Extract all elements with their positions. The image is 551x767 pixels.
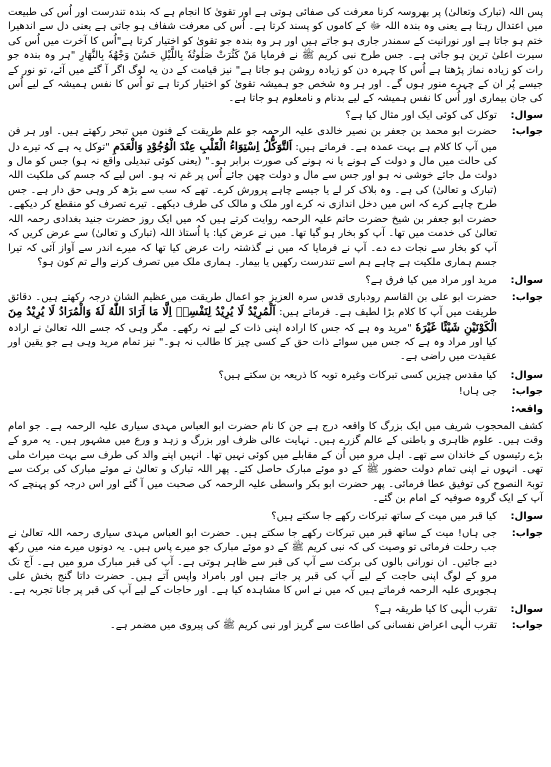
answer-3 (8, 385, 543, 399)
answer-text: تقرب الٰہی اعراض نفسانی کی اطاعت سے گریز اور نبی کریم ﷺ کی پیروی میں مضمر ہے۔ (109, 620, 497, 632)
answer-label: جواب: (511, 291, 543, 303)
answer-label: جواب: (511, 527, 543, 539)
question-text: توکل کی کوئی ایک اور مثال کیا ہے؟ (345, 109, 497, 121)
question-1 (8, 109, 543, 123)
question-text: مرید اور مراد میں کیا فرق ہے؟ (365, 275, 497, 287)
arabic-quote: اَلْمُرِيْدُ لَا يُرِيْدُ لِنَفْسِهٖ اِلَّا مَا اَرَادَ اللّٰهُ لَهٗ وَالْمُرَادُ لَا يُرِيْدُ مِنَ الْكَوْنَيْنِ شَيْئًا غَيْرَهٗ (8, 305, 497, 334)
answer-4 (8, 527, 543, 599)
question-text: کیا مقدس چیزیں کسی تبرکات وغیرہ توبہ کا ذریعہ بن سکتے ہیں؟ (218, 369, 497, 381)
question-4 (8, 510, 543, 524)
answer-2 (8, 291, 543, 365)
answer-label: جواب: (511, 620, 543, 632)
question-label: سوال: (510, 511, 543, 523)
arabic-quote: اَلتَّوَكُّلُ اِسْتِوَاءُ الْقَلْبِ عِنْدَ الْوُجُوْدِ وَالْعَدَمِ (113, 139, 293, 153)
question-label: سوال: (510, 275, 543, 287)
question-2 (8, 274, 543, 288)
question-5 (8, 603, 543, 617)
question-3 (8, 369, 543, 383)
answer-intro: حضرت ابو محمد بن جعفر بن نصیر خالدی علیہ الرحمہ جو علم طریقت کے فنون میں تبحر رکھتے ہیں۔ اور ہر فن میں آپ کا کلام ہے بہت عمدہ ہے۔ فرماتے ہیں: (8, 126, 497, 153)
answer-intro: حضرت ابو علی بن القاسم رودباری قدس سرہ العزیز جو اعمال طریقت میں عظیم الشان درجہ رکھتے ہیں۔ دقائق طریقت میں آپ کا کلام بڑا لطیف ہے۔ فرماتے ہیں: (8, 291, 497, 319)
answer-text: جی ہاں! (458, 386, 497, 398)
question-text: تقرب الٰہی کا کیا طریقہ ہے؟ (374, 603, 497, 615)
answer-label: جواب: (511, 386, 543, 398)
answer-5 (8, 619, 543, 633)
intro-paragraph: پس اللہ (تبارک وتعالیٰ) پر بھروسہ کرنا معرفت کی صفائی ہوتی ہے اور تقویٰ کا انجام ہے کہ بندہ تندرست اور اُس کی طبیعت میں اعتدال رہتا ہے یعنی وہ بندہ اللہ ﷻ کے کاموں کو پسند کرتا ہے۔ اُس کی معرفت شفاف ہو جاتی ہے یعنی دل سے اندھیرا ختم ہو جاتا ہے اور نورانیت کے سمندر جاری ہو جاتے ہیں اور ہر وہ بندہ جو تقویٰ کو اختیار کرتا ہے"اُس کا آخرت میں اُس کی سیرت اعلیٰ ترین ہو جاتی ہے۔ جس طرح نبی کریم ﷺ نے فرمایا مَنْ كَثُرَتْ صَلٰوتُهٗ بِاللَّيْلِ حَسُنَ وَجْهُهٗ بِالنَّهَارِ "ہر وہ بندہ جو رات کو زیادہ نماز پڑھتا ہے اُس کا چہرہ دن کو زیادہ روشن ہو جاتا ہے" نیز قیامت کے دن یہ لوگ اگر آ گئے میں آئے، تو نور کے جیسے پُر ان کے چہرے منور ہوں گے۔ اور ہر وہ شخص جو ہمیشہ تقویٰ کو اختیار کرتا ہے تو اُس کا نفس ہمیشہ کے لیے اُس کی جان بیماری اور اُس کا نفس ہمیشہ کے لیے بدنام و نامعلوم ہو جاتا ہے۔ (8, 7, 543, 105)
story-heading: واقعہ: (511, 403, 543, 415)
answer-1 (8, 125, 543, 270)
answer-text (8, 125, 497, 270)
answer-label: جواب: (511, 126, 543, 138)
answer-text: جی ہاں! میت کے ساتھ قبر میں تبرکات رکھے جا سکتے ہیں۔ حضرت ابو العباس مہدی سیاری رحمہ اللہ تعالیٰ نے جب رحلت فرمائی تو وصیت کی کہ نبی کریم ﷺ کے دو موئے مبارک جو میرے پاس ہیں۔ یہ دونوں میرے منہ میں رکھ دیے جائیں۔ ان نورانی بالوں کی برکت سے آپ کی قبر سے ظاہر ہوتی ہے۔ آپ کی قبر مبارک مرو میں ہے۔ آج تک مرو کے لوگ اپنی حاجت کے لیے آپ کی قبر پر جاتے ہیں اور بامراد واپس آتے ہیں۔ حضرت داتا گنج بخش علی ہجویری علیہ الرحمہ فرماتے ہیں کہ میں نے اس کا مشاہدہ کیا ہے۔ اور حاجات کے لیے آپ کی قبر پر جانا تجربہ ہے۔ (8, 527, 497, 597)
question-label: سوال: (510, 109, 543, 121)
answer-continuation: "توکل یہ ہے کہ تیرے دل کی حالت میں مال و دولت کے ہونے یا نہ ہونے کی صورت برابر ہو۔" (یعنی کوئی تبدیلی واقع نہ ہو) جس کو مال و دولت مل جائے خوشی نہ ہو اور جس سے مال و دولت چھن جائے اُس پر غم نہ ہو۔ اس لیے کہ جسم کی ملکیت اللہ (تبارک و تعالیٰ) کی ہے۔ وہ بلاک کر لے یا جیسے چاہے پرورش کرے۔ تھے کہ سب سے بڑھ کر وہی حق دار ہے۔ جس طرح چاہے کرے کہ اس میں دخل اندازی نہ کرے اور ملک و مالک کی طرف دیکھے۔ تیرے تصرف کو منقطع کر دیکھے۔ حضرت ابو جعفر بن شیخ حضرت حاتم علیہ الرحمہ روایت کرتے ہیں کہ میں ایک روز حضرت جنید بغدادی رحمہ اللہ تعالیٰ کی خدمت میں تھا۔ آپ کو بخار ہو گیا تھا۔ میں نے عرض کیا: یا اُستاذ اللہ (تبارک و تعالیٰ) سے عرض کریں کہ آپ کو بخار سے نجات دے دے۔ آپ نے فرمایا کہ میں نے گذشتہ رات عرض کیا تھا کہ میرے اندر سے آواز آئی کہ تیرا جسم ہماری ملکیت ہے چاہے ہم اسے تندرست رکھیں یا بیمار۔ ہماری ملک میں تصرف کرنے والے تم کون ہو؟ (8, 141, 497, 268)
story-paragraph: کشف المحجوب شریف میں ایک بزرگ کا واقعہ درج ہے جن کا نام حضرت ابو العباس مہدی سیاری علیہ الرحمہ ہے۔ جو امام وقت ہیں۔ علوم ظاہری و باطنی کے عالم گزرے ہیں۔ نہایت عالی ظرف اور بزرگ و زہد و ورع میں مشہور ہیں۔ یہ مرو کے بڑے رئیسوں کے خاندان سے تھے۔ اہل مرو میں اُن کے مقابلے میں کوئی نہیں تھا۔ انہیں اپنے والد کی طرف سے بہت میراث ملی تھی۔ انہوں نے اپنی تمام دولت حضور ﷺ کے دو موئے مبارک حاصل کئے۔ پھر اللہ تبارک و تعالیٰ نے موئے مبارک کی برکت سے توبۃ النصوح کی توفیق عطا فرمائی۔ پھر حضرت ابو بکر واسطی علیہ الرحمہ کی صحبت میں آ گئے اور اس درجہ کو پہنچے کہ آپ کے ایک گروہ صوفیہ کے امام بن گئے۔ (8, 420, 543, 504)
question-label: سوال: (510, 603, 543, 615)
question-label: سوال: (510, 369, 543, 381)
question-text: کیا قبر میں میت کے ساتھ تبرکات رکھے جا سکتے ہیں؟ (271, 511, 497, 523)
answer-text (8, 291, 497, 365)
answer-continuation: "مرید وہ ہے کہ جس کا ارادہ اپنی ذات کے لیے نہ رکھے۔ مگر وہی کہ جسے اللہ تعالیٰ نے ارادہ کیا اور مراد وہ ہے کہ جس میں سوائے ذات حق کے کسی چیز کا طالب نہ ہو۔" نیز تمام مرید وہی ہے جو یقین اور عقیدت میں راضی ہے۔ (8, 322, 497, 363)
